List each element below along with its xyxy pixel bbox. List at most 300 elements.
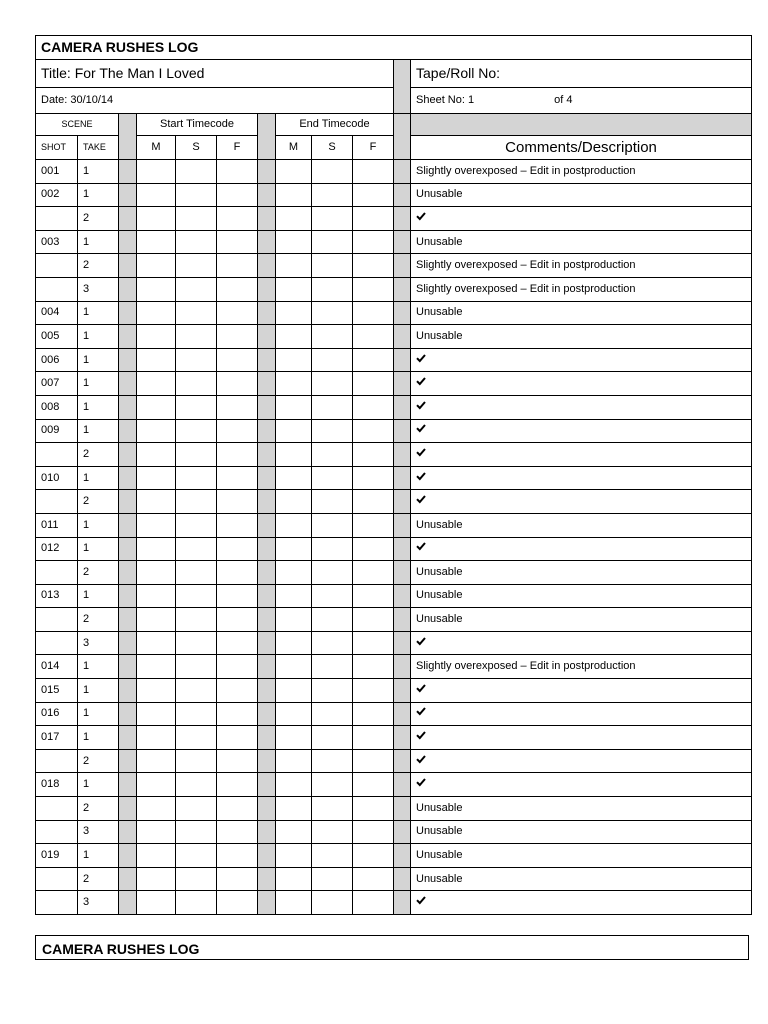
take-value: 1 <box>83 589 90 602</box>
scene-header-text: SCENE <box>61 119 93 129</box>
grey-column-cell <box>394 608 411 632</box>
grey-column-cell <box>394 277 411 301</box>
table-row <box>36 631 752 655</box>
comment-cell <box>411 702 752 726</box>
comment-text: Unusable <box>416 801 463 814</box>
table-row <box>36 679 752 703</box>
take-cell <box>78 702 119 726</box>
table-row <box>36 254 752 278</box>
end-m-cell <box>276 372 312 396</box>
grey-column-cell <box>119 325 137 349</box>
grey-column-cell <box>258 584 276 608</box>
take-cell <box>78 301 119 325</box>
grey-column-cell <box>119 395 137 419</box>
take-value: 1 <box>83 188 90 201</box>
comment-text: Unusable <box>416 306 463 319</box>
shot-value: 018 <box>41 778 60 791</box>
end-f-cell <box>353 183 394 207</box>
take-value: 3 <box>83 636 90 649</box>
end-s-cell <box>312 797 353 821</box>
take-cell <box>78 820 119 844</box>
title-text: Title: For The Man I Loved <box>41 65 205 81</box>
table-row <box>36 655 752 679</box>
take-value: 1 <box>83 849 90 862</box>
comment-cell <box>411 348 752 372</box>
start-f-cell <box>217 348 258 372</box>
start-s-cell <box>176 513 217 537</box>
end-s-cell <box>312 561 353 585</box>
table-row <box>36 844 752 868</box>
end-s-cell <box>312 679 353 703</box>
comment-cell <box>411 749 752 773</box>
end-m-cell <box>276 702 312 726</box>
comment-cell <box>411 419 752 443</box>
grey-column-cell <box>394 490 411 514</box>
checkmark-icon <box>416 683 426 693</box>
table-row <box>36 207 752 231</box>
start-m-header <box>137 136 176 160</box>
end-s-cell <box>312 702 353 726</box>
start-f-cell <box>217 797 258 821</box>
table-row <box>36 277 752 301</box>
take-cell <box>78 608 119 632</box>
grey-column-cell <box>119 301 137 325</box>
table-row <box>36 702 752 726</box>
end-f-cell <box>353 891 394 915</box>
shot-value: 003 <box>41 235 60 248</box>
comment-cell <box>411 561 752 585</box>
grey-column-cell <box>394 867 411 891</box>
grey-column-cell <box>394 513 411 537</box>
start-f-cell <box>217 867 258 891</box>
end-s-cell <box>312 726 353 750</box>
start-f-cell <box>217 773 258 797</box>
start-s-cell <box>176 277 217 301</box>
end-s-cell <box>312 230 353 254</box>
start-s-cell <box>176 183 217 207</box>
take-cell <box>78 254 119 278</box>
end-s-cell <box>312 443 353 467</box>
table-row <box>36 348 752 372</box>
shot-cell <box>36 325 78 349</box>
take-cell <box>78 797 119 821</box>
start-m-cell <box>137 537 176 561</box>
comment-text: Slightly overexposed – Edit in postproduction <box>416 282 636 295</box>
grey-column-cell <box>394 561 411 585</box>
grey-column-cell <box>119 679 137 703</box>
end-m-cell <box>276 867 312 891</box>
end-f-cell <box>353 773 394 797</box>
grey-column-cell <box>394 797 411 821</box>
shot-value: 017 <box>41 731 60 744</box>
take-cell <box>78 655 119 679</box>
grey-column-cell <box>119 207 137 231</box>
start-s-header <box>176 136 217 160</box>
end-m-cell <box>276 655 312 679</box>
shot-cell <box>36 419 78 443</box>
end-f-cell <box>353 301 394 325</box>
comment-cell <box>411 820 752 844</box>
grey-column-cell <box>119 584 137 608</box>
end-s-cell <box>312 325 353 349</box>
end-f-cell <box>353 254 394 278</box>
start-s-cell <box>176 820 217 844</box>
grey-column-cell <box>258 207 276 231</box>
start-m-cell <box>137 797 176 821</box>
grey-column-cell <box>119 702 137 726</box>
end-s-cell <box>312 844 353 868</box>
grey-column-cell <box>394 537 411 561</box>
table-row <box>36 372 752 396</box>
end-m-cell <box>276 631 312 655</box>
start-timecode-text: Start Timecode <box>160 118 234 130</box>
comment-text: Unusable <box>416 872 463 885</box>
grey-column-cell <box>258 277 276 301</box>
take-value: 2 <box>83 565 90 578</box>
start-m-cell <box>137 490 176 514</box>
checkmark-icon <box>416 541 426 551</box>
grey-column-cell <box>258 490 276 514</box>
shot-value: 009 <box>41 424 60 437</box>
shot-value: 010 <box>41 471 60 484</box>
checkmark-icon <box>416 895 426 905</box>
grey-column-cell <box>258 867 276 891</box>
grey-column-cell <box>258 372 276 396</box>
start-s-cell <box>176 608 217 632</box>
comment-cell <box>411 655 752 679</box>
grey-column-cell <box>394 466 411 490</box>
start-m-cell <box>137 372 176 396</box>
shot-cell <box>36 702 78 726</box>
end-f-cell <box>353 726 394 750</box>
end-m-cell <box>276 230 312 254</box>
shot-cell <box>36 160 78 184</box>
shot-cell <box>36 490 78 514</box>
start-s-cell <box>176 207 217 231</box>
grey-column-cell <box>258 844 276 868</box>
grey-column-cell <box>258 537 276 561</box>
end-f-text: F <box>369 141 377 153</box>
shot-value: 019 <box>41 849 60 862</box>
tape-cell <box>411 60 752 88</box>
shot-cell <box>36 891 78 915</box>
grey-column-cell <box>394 844 411 868</box>
grey-column-cell <box>119 372 137 396</box>
start-f-cell <box>217 749 258 773</box>
comment-text: Unusable <box>416 825 463 838</box>
start-f-cell <box>217 277 258 301</box>
take-value: 1 <box>83 731 90 744</box>
end-s-cell <box>312 608 353 632</box>
start-m-cell <box>137 867 176 891</box>
start-f-cell <box>217 419 258 443</box>
grey-column-cell <box>258 301 276 325</box>
start-s-cell <box>176 702 217 726</box>
take-cell <box>78 891 119 915</box>
end-f-cell <box>353 419 394 443</box>
end-f-cell <box>353 608 394 632</box>
grey-column-cell <box>394 631 411 655</box>
grey-column-cell <box>394 183 411 207</box>
table-row <box>36 891 752 915</box>
take-value: 1 <box>83 306 90 319</box>
checkmark-icon <box>416 353 426 363</box>
start-f-cell <box>217 490 258 514</box>
shot-cell <box>36 561 78 585</box>
end-f-cell <box>353 348 394 372</box>
start-s-cell <box>176 749 217 773</box>
table-row <box>36 325 752 349</box>
grey-column-header <box>119 114 137 160</box>
footer-heading <box>35 935 749 960</box>
start-f-cell <box>217 207 258 231</box>
grey-column-cell <box>119 160 137 184</box>
comment-text: Unusable <box>416 565 463 578</box>
end-f-cell <box>353 372 394 396</box>
grey-column-cell <box>258 773 276 797</box>
end-s-cell <box>312 466 353 490</box>
take-cell <box>78 372 119 396</box>
start-m-cell <box>137 749 176 773</box>
comment-cell <box>411 726 752 750</box>
comment-cell <box>411 254 752 278</box>
start-f-cell <box>217 183 258 207</box>
grey-column-cell <box>258 655 276 679</box>
start-s-cell <box>176 419 217 443</box>
shot-value: 002 <box>41 188 60 201</box>
end-f-cell <box>353 513 394 537</box>
comment-cell <box>411 230 752 254</box>
table-row <box>36 490 752 514</box>
checkmark-icon <box>416 471 426 481</box>
end-m-cell <box>276 395 312 419</box>
start-f-cell <box>217 513 258 537</box>
comments-header-text: Comments/Description <box>505 139 657 156</box>
start-s-cell <box>176 348 217 372</box>
end-f-cell <box>353 443 394 467</box>
end-f-cell <box>353 702 394 726</box>
shot-cell <box>36 348 78 372</box>
comment-cell <box>411 844 752 868</box>
shot-cell <box>36 820 78 844</box>
start-m-cell <box>137 348 176 372</box>
end-m-cell <box>276 820 312 844</box>
comment-cell <box>411 490 752 514</box>
grey-column-cell <box>394 773 411 797</box>
grey-column-cell <box>394 372 411 396</box>
shot-value: 006 <box>41 353 60 366</box>
shot-value: 013 <box>41 589 60 602</box>
grey-column-cell <box>119 230 137 254</box>
take-value: 2 <box>83 495 90 508</box>
start-s-cell <box>176 679 217 703</box>
comment-cell <box>411 325 752 349</box>
end-f-cell <box>353 466 394 490</box>
end-m-cell <box>276 183 312 207</box>
grey-column-cell <box>394 419 411 443</box>
start-m-cell <box>137 773 176 797</box>
take-value: 2 <box>83 447 90 460</box>
comment-cell <box>411 372 752 396</box>
table-row <box>36 867 752 891</box>
start-m-cell <box>137 513 176 537</box>
start-m-cell <box>137 679 176 703</box>
take-value: 2 <box>83 801 90 814</box>
start-m-cell <box>137 301 176 325</box>
end-m-cell <box>276 773 312 797</box>
end-m-header <box>276 136 312 160</box>
grey-column-cell <box>119 726 137 750</box>
start-m-cell <box>137 443 176 467</box>
end-s-cell <box>312 207 353 231</box>
take-cell <box>78 537 119 561</box>
end-s-cell <box>312 891 353 915</box>
take-value: 3 <box>83 825 90 838</box>
grey-column-cell <box>119 490 137 514</box>
comment-text: Slightly overexposed – Edit in postproduction <box>416 660 636 673</box>
start-f-cell <box>217 443 258 467</box>
start-s-cell <box>176 891 217 915</box>
grey-column-cell <box>394 160 411 184</box>
end-m-cell <box>276 797 312 821</box>
end-f-cell <box>353 631 394 655</box>
footer-heading-text: CAMERA RUSHES LOG <box>42 941 200 957</box>
grey-column-header <box>394 114 411 160</box>
start-timecode-header <box>137 114 258 136</box>
take-value: 3 <box>83 282 90 295</box>
comment-text: Unusable <box>416 188 463 201</box>
start-s-cell <box>176 490 217 514</box>
end-timecode-header <box>276 114 394 136</box>
start-s-cell <box>176 867 217 891</box>
comment-cell <box>411 537 752 561</box>
grey-column-cell <box>119 466 137 490</box>
end-m-cell <box>276 301 312 325</box>
comment-text: Slightly overexposed – Edit in postproduction <box>416 259 636 272</box>
divider-grey <box>394 60 411 114</box>
end-m-text: M <box>288 141 299 153</box>
end-s-cell <box>312 513 353 537</box>
end-m-cell <box>276 419 312 443</box>
comments-top-band <box>411 114 752 136</box>
end-m-cell <box>276 443 312 467</box>
start-m-cell <box>137 820 176 844</box>
take-value: 1 <box>83 778 90 791</box>
end-s-cell <box>312 372 353 396</box>
take-value: 2 <box>83 211 90 224</box>
end-f-cell <box>353 561 394 585</box>
take-value: 1 <box>83 400 90 413</box>
take-cell <box>78 726 119 750</box>
shot-cell <box>36 584 78 608</box>
grey-column-cell <box>394 230 411 254</box>
take-header-text: TAKE <box>83 142 106 152</box>
table-row <box>36 160 752 184</box>
table-row <box>36 749 752 773</box>
start-m-cell <box>137 325 176 349</box>
shot-cell <box>36 277 78 301</box>
take-value: 1 <box>83 542 90 555</box>
table-row <box>36 301 752 325</box>
take-value: 1 <box>83 683 90 696</box>
end-f-cell <box>353 584 394 608</box>
shot-cell <box>36 631 78 655</box>
shot-cell <box>36 372 78 396</box>
grey-column-cell <box>394 891 411 915</box>
comment-cell <box>411 867 752 891</box>
shot-cell <box>36 254 78 278</box>
grey-column-cell <box>119 537 137 561</box>
start-s-cell <box>176 466 217 490</box>
shot-value: 012 <box>41 542 60 555</box>
start-f-cell <box>217 726 258 750</box>
start-f-cell <box>217 372 258 396</box>
shot-cell <box>36 537 78 561</box>
grey-column-cell <box>394 207 411 231</box>
shot-cell <box>36 726 78 750</box>
grey-column-cell <box>258 513 276 537</box>
end-s-cell <box>312 348 353 372</box>
shot-header-text: SHOT <box>41 142 67 152</box>
start-s-cell <box>176 844 217 868</box>
take-value: 1 <box>83 377 90 390</box>
start-m-text: M <box>151 141 161 153</box>
table-row <box>36 561 752 585</box>
shot-cell <box>36 301 78 325</box>
grey-column-cell <box>258 631 276 655</box>
grey-column-cell <box>394 348 411 372</box>
sheet-text: Sheet No: 1 <box>416 94 475 106</box>
shot-cell <box>36 230 78 254</box>
shot-cell <box>36 749 78 773</box>
grey-column-cell <box>258 395 276 419</box>
start-s-cell <box>176 325 217 349</box>
grey-column-cell <box>258 325 276 349</box>
comment-cell <box>411 773 752 797</box>
grey-column-cell <box>119 891 137 915</box>
shot-cell <box>36 797 78 821</box>
scene-header <box>36 114 119 136</box>
start-f-cell <box>217 537 258 561</box>
take-cell <box>78 490 119 514</box>
end-m-cell <box>276 844 312 868</box>
comment-cell <box>411 631 752 655</box>
take-cell <box>78 561 119 585</box>
take-header <box>78 136 119 160</box>
take-cell <box>78 773 119 797</box>
take-cell <box>78 513 119 537</box>
grey-column-cell <box>119 443 137 467</box>
grey-column-cell <box>394 726 411 750</box>
start-s-cell <box>176 726 217 750</box>
end-m-cell <box>276 254 312 278</box>
checkmark-icon <box>416 211 426 221</box>
comment-cell <box>411 466 752 490</box>
table-row <box>36 773 752 797</box>
take-value: 1 <box>83 164 90 177</box>
comment-cell <box>411 679 752 703</box>
end-m-cell <box>276 325 312 349</box>
comment-cell <box>411 513 752 537</box>
start-f-cell <box>217 702 258 726</box>
take-cell <box>78 160 119 184</box>
end-m-cell <box>276 891 312 915</box>
comment-cell <box>411 207 752 231</box>
rushes-log-table <box>35 35 752 915</box>
end-f-cell <box>353 325 394 349</box>
grey-column-cell <box>258 561 276 585</box>
grey-column-cell <box>119 797 137 821</box>
